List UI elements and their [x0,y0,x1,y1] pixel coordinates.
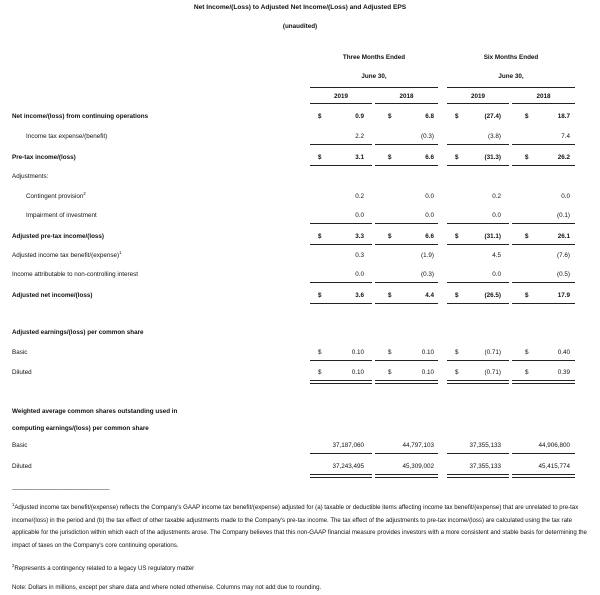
row-label [12,408,177,415]
row-label-text: Impairment of investment [26,212,97,219]
table-cell-value: (7.6) [557,252,570,259]
table-cell-value: (31.1) [484,233,501,240]
row-label-text: Adjusted pre-tax income/(loss) [12,233,105,240]
row-label-text: Adjustments: [12,173,49,180]
table-cell-value: 6.6 [425,154,434,161]
table-cell-value: 45,309,002 [402,463,434,470]
footnote-1-text: Adjusted income tax benefit/(expense) reflects the Company's GAAP income tax benefit/(expense) adjusted for (a) taxable or deductible items affecting income tax benefit/(expense) that are unrelated to pre-tax income/(loss) in the period and (b) the tax effect of other taxable adjustments made to the Company's pre-tax income. The tax effect of the adjustments to pre-tax income/(loss) are calculated using the tax rate applicable for the jurisdiction within which each of the adjustments arose. The Company believes that this non-GAAP financial measure provides investors with a more consistent and stable basis for determining the impact of taxes on the Company's core continuing operations. [12,504,587,549]
total-rule [310,223,372,224]
total-rule [310,474,372,478]
year-header-rule [447,103,509,104]
header-rule [310,87,438,88]
table-cell-value: 18.7 [557,113,570,120]
currency-symbol: $ [455,113,459,120]
currency-symbol: $ [388,233,392,240]
year-header-rule [310,103,372,104]
currency-symbol: $ [318,292,322,299]
footnote-2-text: Represents a contingency related to a legacy US regulatory matter [14,565,195,572]
row-label [12,369,32,376]
currency-symbol: $ [455,292,459,299]
page-title: Net Income/(Loss) to Adjusted Net Income/(Loss) and Adjusted EPS [193,4,407,11]
total-rule [512,144,575,145]
table-cell-value: 4.5 [492,252,501,259]
table-cell-value: 37,243,495 [332,463,364,470]
table-cell-value: 0.3 [355,252,364,259]
table-cell-value: (26.5) [484,292,501,299]
year-header-3: 2018 [536,93,551,100]
total-rule [310,380,372,384]
currency-symbol: $ [525,233,529,240]
total-rule [447,453,509,454]
row-label-text: Pre-tax income/(loss) [12,154,76,161]
currency-symbol: $ [525,369,529,376]
row-label [26,190,86,200]
row-label [12,442,27,449]
table-cell-value: (1.9) [421,252,434,259]
table-cell-value: 3.1 [355,154,364,161]
table-cell-value: 2.2 [355,133,364,140]
table-cell-value: 0.10 [351,369,364,376]
currency-symbol: $ [388,113,392,120]
table-cell-value: 0.10 [421,369,434,376]
total-rule [310,144,372,145]
footnote-2 [12,563,590,576]
header-rule [447,87,575,88]
table-cell-value: 0.10 [351,349,364,356]
year-header-1: 2018 [399,93,414,100]
total-rule [310,165,372,166]
currency-symbol: $ [455,233,459,240]
table-cell-value: 4.4 [425,292,434,299]
total-rule [375,474,438,478]
header-group-three-months-date: June 30, [361,73,387,80]
row-label [12,292,92,299]
currency-symbol: $ [455,349,459,356]
table-cell-value: 3.6 [355,292,364,299]
total-rule [375,165,438,166]
table-cell-value: (27.4) [484,113,501,120]
row-label-text: Adjusted net income/(loss) [12,292,93,299]
row-label-text: Adjusted income tax benefit/(expense) [12,252,120,259]
total-rule [447,380,509,384]
total-rule [512,165,575,166]
total-rule [447,223,509,224]
total-rule [375,380,438,384]
total-rule [310,453,372,454]
total-rule [447,282,509,283]
currency-symbol: $ [525,292,529,299]
total-rule [310,282,372,283]
currency-symbol: $ [318,369,322,376]
table-cell-value: (31.3) [484,154,501,161]
currency-symbol: $ [318,113,322,120]
total-rule [447,244,509,245]
row-label [26,133,107,140]
row-label [12,271,138,278]
total-rule [375,360,438,361]
table-cell-value: (0.71) [484,369,501,376]
currency-symbol: $ [525,349,529,356]
total-rule [512,380,575,384]
total-rule [447,165,509,166]
currency-symbol: $ [455,369,459,376]
total-rule [310,360,372,361]
page-subtitle: (unaudited) [282,23,318,30]
row-label-text: Income attributable to non-controlling interest [12,271,139,278]
header-group-six-months: Six Months Ended [483,54,539,61]
currency-symbol: $ [388,154,392,161]
table-cell-value: (0.3) [421,133,434,140]
currency-symbol: $ [525,113,529,120]
row-label [12,173,48,180]
table-cell-value: 17.9 [557,292,570,299]
row-label-text: Basic [12,442,28,449]
table-cell-value: 44,906,800 [538,442,570,449]
row-label-text: Diluted [12,463,32,470]
year-header-2: 2019 [470,93,485,100]
total-rule [375,144,438,145]
table-cell-value: 37,355,133 [469,442,501,449]
total-rule [447,144,509,145]
table-cell-value: 26.2 [557,154,570,161]
total-rule [512,303,575,304]
year-header-rule [375,103,438,104]
currency-symbol: $ [318,349,322,356]
table-cell-value: 0.40 [557,349,570,356]
year-header-rule [512,103,575,104]
currency-symbol: $ [318,154,322,161]
currency-symbol: $ [318,233,322,240]
row-label [12,233,104,240]
currency-symbol: $ [388,349,392,356]
row-label-text: Weighted average common shares outstanding used in [12,408,178,415]
table-cell-value: 0.9 [355,113,364,120]
table-cell-value: (0.1) [557,212,570,219]
total-rule [310,244,372,245]
row-label-text: Contingent provision [26,193,84,200]
table-cell-value: 6.8 [425,113,434,120]
table-cell-value: 0.0 [561,193,570,200]
table-cell-value: 6.6 [425,233,434,240]
row-label-text: computing earnings/(loss) per common share [12,425,149,432]
row-label [12,113,148,120]
total-rule [375,282,438,283]
header-group-six-months-date: June 30, [498,73,524,80]
table-cell-value: 37,355,133 [469,463,501,470]
year-header-0: 2019 [333,93,348,100]
total-rule [447,360,509,361]
footnote-note: Note: Dollars in millions, except per share data and where noted otherwise. Columns may not add due to rounding. [12,584,322,591]
currency-symbol: $ [388,369,392,376]
header-group-three-months: Three Months Ended [342,54,406,61]
table-cell-value: 0.0 [355,271,364,278]
table-cell-value: 45,415,774 [538,463,570,470]
total-rule [512,360,575,361]
total-rule [512,282,575,283]
table-cell-value: 0.0 [492,212,501,219]
row-label [12,425,149,432]
row-label-text: Net income/(loss) from continuing operations [12,113,149,120]
total-rule [512,223,575,224]
table-cell-value: (0.5) [557,271,570,278]
table-cell-value: 0.2 [492,193,501,200]
total-rule [375,453,438,454]
total-rule [375,244,438,245]
row-label [26,212,97,219]
total-rule [447,303,509,304]
table-cell-value: 0.2 [355,193,364,200]
footnote-ref: 1 [119,249,122,255]
table-cell-value: 0.0 [355,212,364,219]
footnote-2-marker: 2 [12,562,15,568]
row-label [12,249,122,259]
footnote-ref: 2 [83,190,86,196]
row-label-text: Adjusted earnings/(loss) per common share [12,329,144,336]
table-cell-value: 0.10 [421,349,434,356]
row-label-text: Income tax expense/(benefit) [26,133,108,140]
row-label [12,349,27,356]
table-cell-value: (0.71) [484,349,501,356]
row-label [12,154,76,161]
total-rule [512,474,575,478]
footnote-separator: _______________________________ [12,484,110,490]
row-label [12,463,32,470]
table-cell-value: 26.1 [557,233,570,240]
total-rule [512,244,575,245]
currency-symbol: $ [455,154,459,161]
currency-symbol: $ [525,154,529,161]
row-label-text: Diluted [12,369,32,376]
footnote-1-marker: 1 [12,501,15,507]
footnote-1 [12,502,590,552]
table-cell-value: (0.3) [421,271,434,278]
table-cell-value: 44,797,103 [402,442,434,449]
total-rule [512,453,575,454]
currency-symbol: $ [388,292,392,299]
table-cell-value: 3.3 [355,233,364,240]
table-cell-value: 0.0 [425,212,434,219]
table-cell-value: 0.39 [557,369,570,376]
total-rule [375,303,438,304]
total-rule [447,474,509,478]
table-cell-value: 7.4 [561,133,570,140]
table-cell-value: 0.0 [492,271,501,278]
table-cell-value: 37,187,060 [332,442,364,449]
table-cell-value: 0.0 [425,193,434,200]
row-label-text: Basic [12,349,28,356]
row-label [12,329,144,336]
table-cell-value: (3.8) [488,133,501,140]
total-rule [375,223,438,224]
total-rule [310,303,372,304]
